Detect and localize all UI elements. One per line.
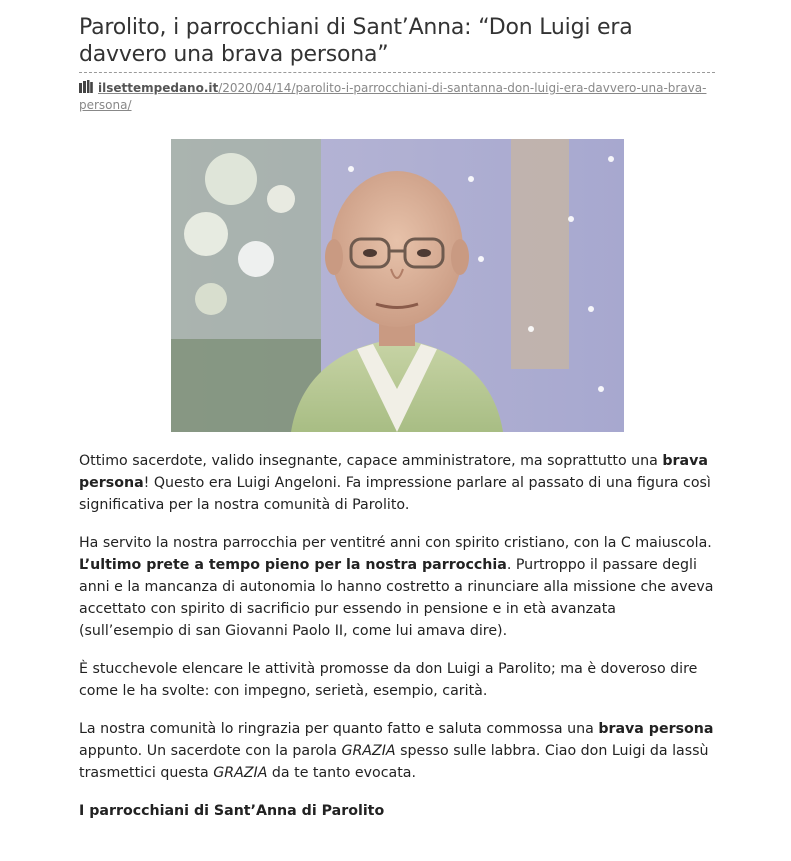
source-path: /2020/04/14/parolito-i-parrocchiani-di-santanna-don-luigi-era-davvero-una-brava-persona/: [79, 81, 707, 112]
title-divider: [79, 72, 715, 73]
paragraph-2: Ha servito la nostra parrocchia per ventitré anni con spirito cristiano, con la C maiuscola. L’ultimo prete a tempo pieno per la nostra parrocchia. Purtroppo il passare degli anni e la mancanza di autonomia lo hanno costretto a rinunciare alla missione che aveva accettato con spirito di sacrificio pur essendo in pensione e in età avanzata (sull’esempio di san Giovanni Paolo II, come lui amava dire).: [79, 535, 714, 639]
article-body: [79, 450, 715, 822]
article-photo: [171, 139, 624, 432]
article: [79, 14, 715, 838]
source-domain: ilsettempedano.it: [98, 81, 219, 95]
paragraph-4: La nostra comunità lo ringrazia per quanto fatto e saluta commossa una brava persona appunto. Un sacerdote con la parola GRAZIA spesso sulle labbra. Ciao don Luigi da lassù trasmettici questa GRAZIA da te tanto evocata.: [79, 721, 714, 781]
italic-word: GRAZIA: [341, 743, 396, 759]
source-link[interactable]: [79, 81, 706, 112]
signature: I parrocchiani di Sant’Anna di Parolito: [79, 803, 385, 819]
emphasis: brava persona: [598, 721, 714, 737]
emphasis: brava persona: [79, 453, 708, 491]
source-line: [79, 80, 715, 113]
article-title: Parolito, i parrocchiani di Sant’Anna: “Don Luigi era davvero una brava persona”: [79, 15, 633, 67]
paragraph-3: È stucchevole elencare le attività promosse da don Luigi a Parolito; ma è doveroso dire come le ha svolte: con impegno, serietà, esempio, carità.: [79, 661, 698, 699]
library-icon: [79, 80, 93, 97]
emphasis: L’ultimo prete a tempo pieno per la nostra parrocchia: [79, 557, 507, 573]
paragraph-1: Ottimo sacerdote, valido insegnante, capace amministratore, ma soprattutto una brava persona! Questo era Luigi Angeloni. Fa impressione parlare al passato di una figura così significativa per la nostra comunità di Parolito.: [79, 453, 711, 513]
italic-word: GRAZIA: [213, 765, 268, 781]
